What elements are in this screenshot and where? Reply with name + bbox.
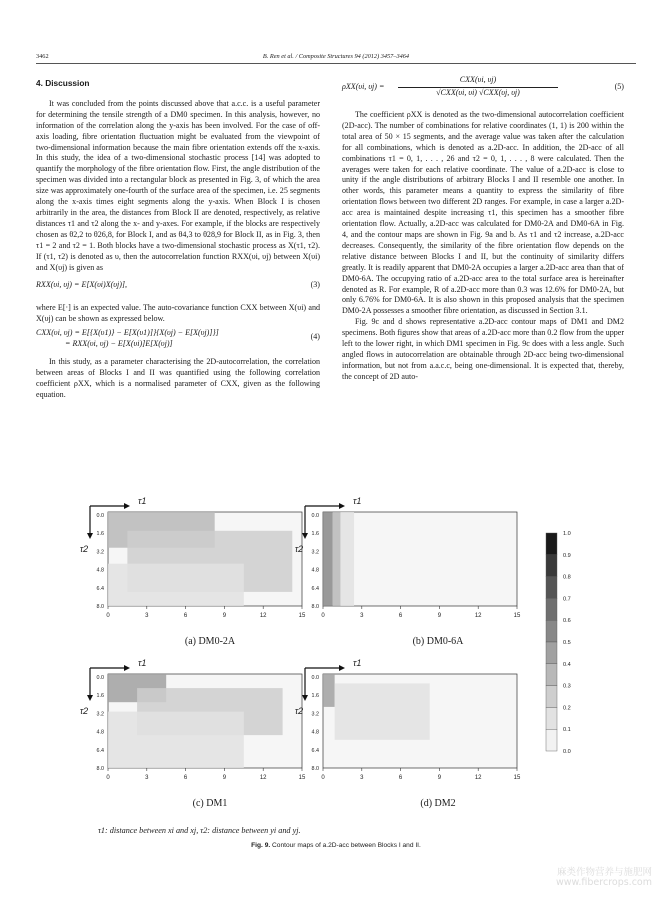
tau2-axis-label: τ2 (79, 706, 89, 716)
x-tick-label: 6 (398, 775, 403, 781)
equation-line: CXX(υi, υj) = E[{X(υ1)} − E[X(υ1)]}{X(υj) − E[X(υj)]}] (36, 328, 219, 338)
y-tick-label: 4.8 (96, 567, 104, 574)
x-tick-label: 15 (298, 775, 306, 781)
contour-region (108, 712, 244, 768)
x-tick-label: 12 (259, 775, 267, 781)
y-tick-label: 8.0 (96, 766, 104, 772)
contour-region (335, 683, 430, 739)
colorbar-tick-label: 0.4 (563, 661, 571, 668)
contour-panel (302, 665, 517, 771)
watermark-line-2: www.fibercrops.com (555, 877, 652, 888)
x-tick-label: 6 (183, 775, 188, 781)
colorbar-swatch (546, 598, 557, 620)
colorbar-tick-label: 0.2 (563, 705, 571, 712)
colorbar-swatch (546, 533, 557, 555)
page-number: 3462 (36, 53, 49, 60)
colorbar-swatch (546, 664, 557, 686)
watermark-line-1: 麻类作物营养与施肥网 (556, 867, 652, 878)
contour-region (323, 512, 333, 606)
tau1-axis-label: τ1 (353, 658, 362, 668)
colorbar-tick-label: 0.7 (563, 596, 571, 603)
panel-label-b: (b) DM0-6A (412, 636, 464, 647)
x-tick-label: 3 (145, 775, 149, 781)
tau2-axis-label: τ2 (294, 544, 304, 554)
colorbar-swatch (546, 555, 557, 577)
y-tick-label: 4.8 (96, 729, 104, 736)
x-tick-label: 12 (259, 613, 267, 619)
y-tick-label: 4.8 (311, 729, 319, 736)
colorbar-tick-label: 0.1 (563, 727, 571, 734)
equation-number: (5) (614, 82, 624, 91)
y-tick-label: 3.2 (96, 711, 104, 718)
caption-text: Contour maps of a.2D-acc between Blocks I and II. (272, 842, 421, 849)
x-tick-label: 0 (106, 613, 110, 619)
y-tick-label: 0.0 (311, 675, 319, 681)
x-tick-label: 6 (183, 613, 188, 619)
y-tick-label: 3.2 (96, 549, 104, 556)
fraction-numerator: CXX(υi, υj) (398, 75, 558, 88)
x-tick-label: 0 (106, 775, 110, 781)
x-tick-label: 3 (145, 613, 149, 619)
arrow-head (339, 503, 345, 509)
y-tick-label: 8.0 (311, 766, 319, 772)
fraction-denominator: √CXX(υi, υi) √CXX(υj, υj) (436, 87, 520, 97)
y-tick-label: 6.4 (96, 585, 104, 592)
x-tick-label: 9 (222, 613, 227, 619)
arrow-head (302, 695, 308, 701)
panel-label-d: (d) DM2 (420, 798, 456, 809)
colorbar-swatch (546, 729, 557, 751)
contour-region (323, 674, 335, 707)
axis-definition-note: τ1: distance between xi and xj, τ2: distance between yi and yj. (98, 826, 301, 835)
y-tick-label: 8.0 (311, 604, 319, 610)
x-tick-label: 6 (398, 613, 403, 619)
colorbar-swatch (546, 642, 557, 664)
tau1-axis-label: τ1 (138, 658, 147, 668)
contour-region (333, 512, 341, 606)
x-tick-label: 15 (298, 613, 306, 619)
contour-panel (87, 503, 302, 609)
panel-label-a: (a) DM0-2A (184, 636, 236, 647)
section-title: 4. Discussion (36, 78, 90, 88)
colorbar-tick-label: 0.6 (563, 618, 571, 625)
journal-reference: B. Ren et al. / Composite Structures 94 (2012) 3457–3464 (262, 53, 410, 60)
panel-label-c: (c) DM1 (192, 798, 228, 809)
equation-number: (3) (310, 280, 320, 290)
y-tick-label: 1.6 (311, 531, 319, 538)
y-tick-label: 4.8 (311, 567, 319, 574)
paragraph: In this study, as a parameter characterising the 2D-autocorrelation, the correlation between areas of Blocks I and II was quantified using the following correlation coefficient ρXX, which is a normalised parameter of CXX, given as the following equation. (36, 357, 320, 399)
y-tick-label: 8.0 (96, 604, 104, 610)
equation-number: (4) (310, 332, 320, 342)
x-tick-label: 3 (360, 613, 364, 619)
equation-body: RXX(υi, υj) = E[X(υi)X(υj)], (36, 280, 128, 290)
x-tick-label: 3 (360, 775, 364, 781)
x-tick-label: 15 (513, 775, 521, 781)
colorbar-swatch (546, 620, 557, 642)
colorbar-swatch (546, 707, 557, 729)
contour-region (108, 564, 244, 606)
x-tick-label: 0 (321, 775, 325, 781)
x-tick-label: 12 (474, 775, 482, 781)
caption-label: Fig. 9. (251, 842, 271, 849)
y-tick-label: 6.4 (96, 747, 104, 754)
arrow-head (87, 695, 93, 701)
y-tick-label: 6.4 (311, 747, 319, 754)
arrow-head (302, 533, 308, 539)
figure-caption (36, 842, 636, 849)
y-tick-label: 1.6 (96, 531, 104, 538)
y-tick-label: 3.2 (311, 711, 319, 718)
tau1-axis-label: τ1 (353, 496, 362, 506)
equation-lhs: ρXX(υi, υj) = (342, 82, 385, 91)
paragraph: where E[·] is an expected value. The auto-covariance function CXX between X(υi) and X(υj) can be shown as expressed below. (36, 303, 320, 324)
tau1-axis-label: τ1 (138, 496, 147, 506)
x-tick-label: 9 (222, 775, 227, 781)
colorbar-tick-label: 0.0 (563, 749, 571, 755)
colorbar-tick-label: 0.8 (563, 574, 571, 581)
x-tick-label: 12 (474, 613, 482, 619)
colorbar-tick-label: 0.3 (563, 683, 571, 690)
tau2-axis-label: τ2 (294, 706, 304, 716)
y-tick-label: 3.2 (311, 549, 319, 556)
y-tick-label: 1.6 (96, 693, 104, 700)
arrow-head (87, 533, 93, 539)
arrow-head (339, 665, 345, 671)
equation-line: = RXX(υi, υj) − E[X(υi)]E[X(υj)] (65, 339, 173, 349)
paragraph: It was concluded from the points discussed above that a.c.c. is a useful parameter for determining the tensile strength of a DM0 specimen. In this analysis, however, no information of the correlation along the y-axis has been involved. For the case of off-axis loading, fibre orientation fluctuation might be evaluated from the viewpoint of two-dimensional information because the main fibre orientation extends off the x-axis. In this study, the idea of a two-dimensional stochastic process [14] was adopted to quantify the morphology of the fibre orientation flow. First, the angle distribution of the specimen was divided into a rectangular block as presented in Fig. 3, of which the area size was approximately one-fourth of the surface area of the specimen, i.e. 25 segments along the x-axis times eight segments along the y-axis. When Block I is chosen arbitrarily in the area, the distances from Block II are denoted, respectively, as relative distances τ1 and τ2 along the x- and y-axes. For example, if the blocks are respectively chosen as θ2,2 to θ26,8, for Block I, and as θ4,3 to θ28,9 for Block II, as in Fig. 3, then τ1 = 2 and τ2 = 1. Both blocks have a two-dimensional stochastic process as X(τ1, τ2). If (τ1, τ2) is denoted as υ, then the autocorrelation function RXX(υi, υj) between X(υi) and X(υj) is given as (36, 98, 320, 272)
y-tick-label: 0.0 (96, 675, 104, 681)
colorbar-tick-label: 0.5 (563, 640, 571, 646)
colorbar-tick-label: 1.0 (563, 531, 571, 537)
y-tick-label: 0.0 (96, 513, 104, 519)
arrow-head (124, 665, 130, 671)
colorbar-swatch (546, 686, 557, 708)
y-tick-label: 1.6 (311, 693, 319, 700)
colorbar-tick-label: 0.9 (563, 552, 571, 559)
contour-panel (87, 665, 302, 771)
paragraph: The coefficient ρXX is denoted as the two-dimensional autocorrelation coefficient (2D-acc). The number of combinations for relative coordinates (1, 1) is 200 within the total area of 50 × 15 segments, and the average value was taken after the calculation for all combinations, which is denoted as a.2D-acc. In addition, the 2D-acc of all combinations τ1 = 0, 1, . . . , 26 and τ2 = 0, 1, . . . , 8 were calculated. Then the averages were taken for each relative coordinate. The value of a.2D-acc is close to unity if the angle distributions of arbitrary Blocks I and II resemble one another. In other words, this parameter means a quantity to express the similarity of fibre orientation flows between two different 2D ranges. For example, in case a larger a.2D-acc area is maintained despite increasing τ1, this specimen has a smoother fibre orientation flow. Actually, a.2D-acc was calculated for DM0-2A and DM0-6A in Fig. 4, and the contour maps are shown in Fig. 9a and b. As τ1 and τ2 increase, a.2D-acc decreases. Consequently, the similarity of the fibre orientation flow depends on the relative distance between Blocks I and II, but the continuity of similarity differs greatly. It is readily apparent that DM0-2A occupies a larger a.2D-acc area than that of DM0-6A. The occupying ratio of a.2D-acc area to the total surface area is hereinafter denoted as R. For example, R of a.2D-acc more than 0.3 was 12.6% for DM0-2A, but only 6.76% for DM0-6A. It is also shown in this proposed analysis that the specimen DM0-2A possesses a smoother fibre orientation, as discussed in Section 3.1. (342, 110, 624, 316)
contour-panel (302, 503, 517, 609)
colorbar-swatch (546, 577, 557, 599)
tau2-axis-label: τ2 (79, 544, 89, 554)
y-tick-label: 6.4 (311, 585, 319, 592)
x-tick-label: 0 (321, 613, 325, 619)
contour-region (340, 512, 354, 606)
y-tick-label: 0.0 (311, 513, 319, 519)
x-tick-label: 15 (513, 613, 521, 619)
arrow-head (124, 503, 130, 509)
paragraph: Fig. 9c and d shows representative a.2D-acc contour maps of DM1 and DM2 specimens. Both figures show that areas of a.2D-acc more than 0.2 flow from the upper left to the lower right, in which DM1 specimen in Fig. 9c does with a less angle. Such angled flows in autocorrelation are obtainable through 2D-acc being two-dimensional information, but not from a.a.c.c, being one-dimensional. It is expected that, thereby, the concept of 2D auto- (342, 317, 624, 381)
x-tick-label: 9 (437, 775, 442, 781)
x-tick-label: 9 (437, 613, 442, 619)
